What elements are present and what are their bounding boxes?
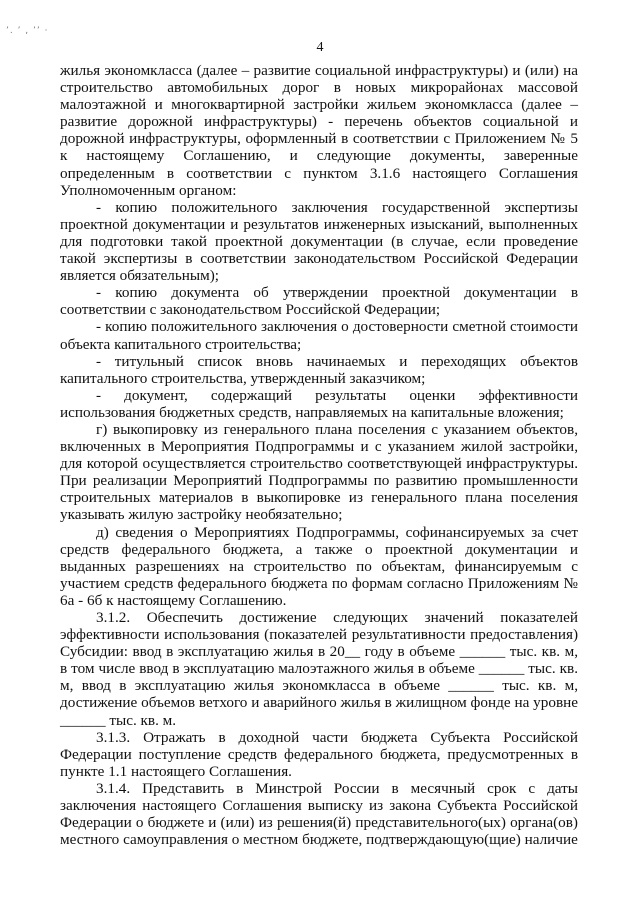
paragraph-bullet-estimate: - копию положительного заключения о достоверности сметной стоимости объекта капитального строительства; xyxy=(60,318,578,353)
paragraph-3-1-4: 3.1.4. Представить в Минстрой России в месячный срок с даты заключения настоящего Соглашения выписку из закона Субъекта Российской Федерации о бюджете и (или) из решения(й) представительного(ых) органа(ов) местного самоуправления о местном бюджете, подтверждающую(щие) наличие xyxy=(60,779,578,849)
paragraph-3-1-2: 3.1.2. Обеспечить достижение следующих значений показателей эффективности использования (показателей результативности предоставления) Субсидии: ввод в эксплуатацию жилья в 20__ году в объеме ______ тыс. кв. м, в том числе ввод в эксплуатацию малоэтажного жилья в объеме ______ тыс. кв. м, ввод в эксплуатацию жилья экономкласса в объеме ______ тыс. кв. м, достижение объемов ветхого и аварийного жилья в жилищном фонде на уровне ______ тыс. кв. м. xyxy=(60,609,578,729)
paragraph-bullet-expertise: - копию положительного заключения государственной экспертизы проектной документации и результатов инженерных изысканий, выполненных для подготовки такой проектной документации (в случае, если проведение такой экспертизы в соответствии законодательством Российской Федерации является обязательным); xyxy=(60,198,578,285)
paragraph-item-g: г) выкопировку из генерального плана поселения с указанием объектов, включенных в Мероприятия Подпрограммы и с указанием жилой застройки, для которой осуществляется строительство соответствующей инфраструктуры. При реализации Мероприятий Подпрограммы по развитию промышленности строительных материалов в выкопировке из генерального плана поселения указывать жилую застройку необязательно; xyxy=(60,420,578,524)
scan-corner-mark: ’. ’ , ’’ · xyxy=(6,26,49,36)
paragraph-bullet-approval: - копию документа об утверждении проектной документации в соответствии с законодательством Российской Федерации; xyxy=(60,284,578,319)
paragraph-item-d: д) сведения о Мероприятиях Подпрограммы, софинансируемых за счет средств федерального бюджета, а также о проектной документации и выданных разрешениях на строительство по объектам, финансируемым с участием средств федерального бюджета по формам согласно Приложениям № 6а - 6б к настоящему Соглашению. xyxy=(60,523,578,609)
paragraph-3-1-3: 3.1.3. Отражать в доходной части бюджета Субъекта Российской Федерации поступление средств федерального бюджета, предусмотренных в пункте 1.1 настоящего Соглашения. xyxy=(60,728,578,780)
page-number: 4 xyxy=(316,40,324,55)
paragraph-continuation: жилья экономкласса (далее – развитие социальной инфраструктуры) и (или) на строительство автомобильных дорог в новых микрорайонах массовой малоэтажной и многоквартирной застройки жильем экономкласса (далее – развитие дорожной инфраструктуры) - перечень объектов социальной и дорожной инфраструктуры, оформленный в соответствии с Приложением № 5 к настоящему Соглашению, и следующие документы, заверенные определенным в соответствии с пунктом 3.1.6 настоящего Соглашения Уполномоченным органом: xyxy=(60,62,578,199)
document-body xyxy=(60,62,578,848)
paragraph-bullet-title-list: - титульный список вновь начинаемых и переходящих объектов капитального строительства, утвержденный заказчиком; xyxy=(60,352,578,387)
paragraph-bullet-efficiency: - документ, содержащий результаты оценки эффективности использования бюджетных средств, направляемых на капитальные вложения; xyxy=(60,386,578,421)
